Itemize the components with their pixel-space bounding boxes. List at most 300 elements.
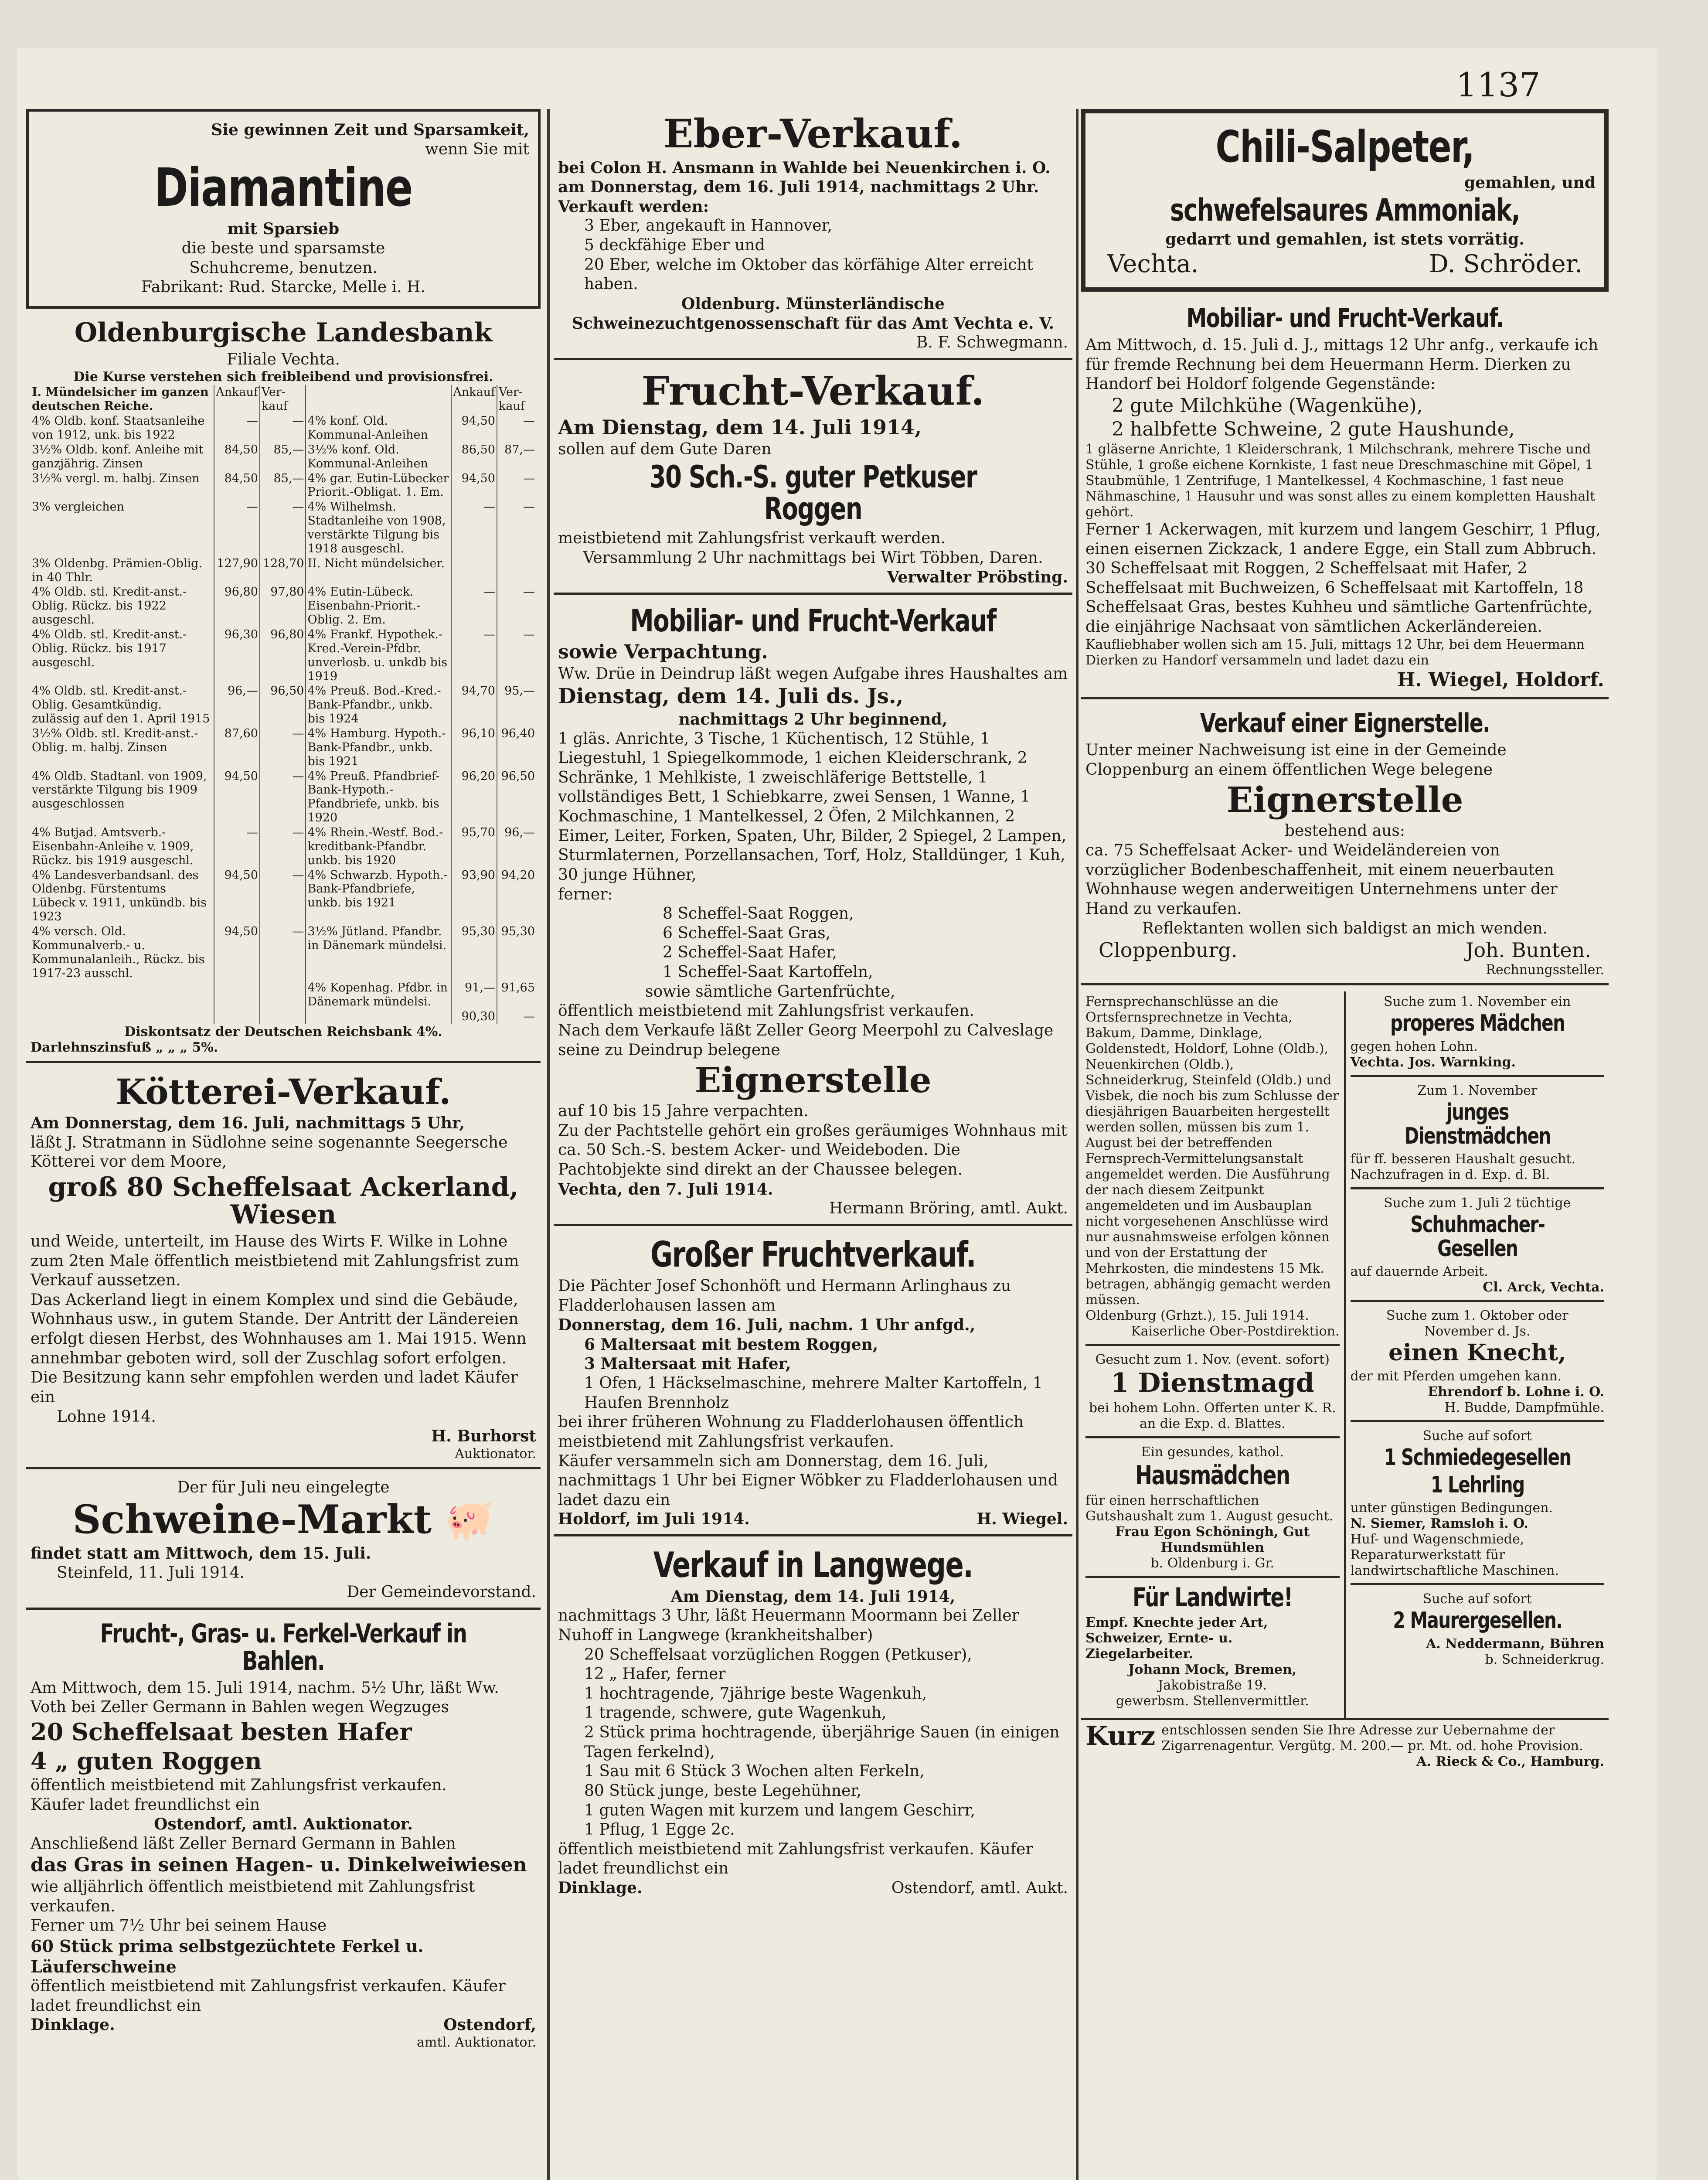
table-cell: — bbox=[497, 471, 536, 500]
ad-date: Am Dienstag, dem 14. Juli 1914, bbox=[670, 1587, 956, 1606]
ad-text: Suche zum 1. Juli 2 tüchtige bbox=[1384, 1196, 1571, 1211]
table-cell: 4% Wilhelmsh. Stadtanleihe von 1908, verstärkte Tilgung bis 1918 ausgeschl. bbox=[306, 500, 451, 556]
table-cell: — bbox=[260, 769, 306, 825]
table-row bbox=[31, 443, 536, 471]
ad-text: 1 gläs. Anrichte, 3 Tische, 1 Küchentisch, 12 Stühle, 1 Liegestuhl, 1 Spiegelkommode, 1 eichen Kleiderschrank, 2 Schränke, 1 Mehlkiste, 1 zweischläferige Bettstelle, 1 vollständiges Bett, 1 Schiebkarre, zwei Sensen, 1 Wanne, 1 Kochmaschine, 1 Mantelkessel, 2 Öfen, 2 Milchkannen, 2 Eimer, Leiter, Forken, Spaten, Uhr, Bilder, 2 Spiegel, 2 Lampen, Sturmlaternen, Porzellansachen, Torf, Holz, Stalldünger, 1 Kuh, 30 junge Hühner, bbox=[558, 729, 1067, 884]
ad-chili-salpeter bbox=[1081, 109, 1609, 292]
table-cell bbox=[451, 556, 497, 585]
ad-text: Gesucht zum 1. Nov. (event. sofort) bbox=[1095, 1352, 1330, 1368]
table-cell: 96,30 bbox=[214, 627, 260, 684]
ad-title: Chili-Salpeter, bbox=[1215, 121, 1474, 172]
ad-highlight: Eignerstelle bbox=[694, 1059, 932, 1101]
ad-subtitle: gedarrt und gemahlen, ist stets vorrätig. bbox=[1165, 230, 1524, 249]
ad-title: Diamantine bbox=[154, 158, 412, 219]
ad-text: Ww. Drüe in Deindrup läßt wegen Aufgabe ihres Haushaltes am bbox=[558, 664, 1068, 683]
ad-langwege bbox=[554, 1543, 1072, 1903]
table-cell: 94,50 bbox=[451, 471, 497, 500]
ad-title: Eber-Verkauf. bbox=[663, 111, 963, 157]
ad-place: Dinklage. bbox=[31, 2016, 115, 2034]
ad-item: 2 gute Milchkühe (Wagenkühe), bbox=[1112, 394, 1423, 417]
ad-text: auf 10 bis 15 Jahre verpachten. bbox=[558, 1102, 809, 1121]
table-row bbox=[31, 556, 536, 585]
ad-text: Reflektanten wollen sich baldigst an mich wenden. bbox=[1142, 919, 1548, 937]
ad-item: 2 Stück prima hochtragende, überjährige Sauen (in einigen Tagen ferkelnd), bbox=[584, 1724, 1060, 1761]
ad-highlight: Schuhmacher-Gesellen bbox=[1410, 1212, 1545, 1262]
ad-title: Verkauf einer Eignerstelle. bbox=[1200, 708, 1490, 739]
ad-text: entschlossen senden Sie Ihre Adresse zur Uebernahme der Zigarrenagentur. Vergütg. M. 200.— pr. Mt. od. hohe Provision. bbox=[1161, 1723, 1583, 1754]
ad-signature: Vechta. Jos. Warnking. bbox=[1350, 1054, 1516, 1070]
table-cell bbox=[214, 981, 260, 1009]
table-row bbox=[31, 868, 536, 924]
table-cell: 91,65 bbox=[497, 981, 536, 1009]
ad-highlight: junges Dienstmädchen bbox=[1404, 1099, 1551, 1149]
ad-item: 80 Stück junge, beste Legehühner, bbox=[584, 1781, 862, 1800]
ad-role: amtl. Auktionator. bbox=[417, 2034, 536, 2050]
ad-highlight: 1 Schmiedegesellen bbox=[1384, 1444, 1571, 1471]
ad-text: öffentlich meistbietend mit Zahlungsfrist verkaufen. Käufer ladet freundlichst ein bbox=[558, 1840, 1033, 1878]
ad-text: Kaufliebhaber wollen sich am 15. Juli, mittags 12 Uhr, bei dem Heuermann Dierken zu Handorf versammeln und ladet dazu ein bbox=[1085, 637, 1585, 668]
ad-text: öffentlich meistbietend mit Zahlungsfrist verkaufen. bbox=[31, 1776, 447, 1794]
ad-highlight: groß 80 Scheffelsaat Ackerland, Wiesen bbox=[48, 1172, 519, 1230]
ad-highlight: 2 Maurergesellen. bbox=[1392, 1608, 1562, 1634]
ad-highlight: 30 Sch.-S. guter Petkuser Roggen bbox=[649, 459, 977, 527]
column-rule bbox=[1076, 109, 1079, 2180]
ad-signature: H. Budde, Dampfmühle. bbox=[1444, 1400, 1604, 1415]
ad-time: nachmittags 2 Uhr beginnend, bbox=[678, 710, 948, 729]
column-a bbox=[26, 109, 541, 2180]
ad-signature: Cl. Arck, Vechta. bbox=[1483, 1280, 1604, 1295]
ad-text: Am Mittwoch, d. 15. Juli d. J., mittags 12 Uhr anfg., verkaufe ich für fremde Rechnung bei dem Heuermann Herm. Dierken zu Handorf bei Holdorf folgende Gegenstände: bbox=[1085, 336, 1599, 393]
ad-highlight: Für Landwirte! bbox=[1132, 1582, 1293, 1613]
table-cell: 94,50 bbox=[451, 414, 497, 443]
ad-frucht bbox=[554, 366, 1072, 595]
table-cell: 127,90 bbox=[214, 556, 260, 585]
ad-address: Jakobistraße 19. bbox=[1158, 1678, 1267, 1693]
ad-signature: D. Schröder. bbox=[1429, 249, 1582, 278]
table-cell bbox=[31, 1009, 214, 1024]
ad-text: Zu der Pachtstelle gehört ein großes geräumiges Wohnhaus mit ca. 50 Sch.-S. bestem Acker- und Weideboden. Die Pachtobjekte sind direkt an der Chaussee belegen. bbox=[558, 1121, 1068, 1179]
ad-text: ferner: bbox=[558, 885, 613, 903]
table-cell: 3½% Oldb. konf. Anleihe mit ganzjährig. Zinsen bbox=[32, 443, 204, 470]
ad-place: Holdorf, im Juli 1914. bbox=[558, 1510, 750, 1529]
ad-item: 6 Scheffel-Saat Gras, bbox=[663, 924, 831, 942]
table-cell: 4% Preuß. Pfandbrief-Bank-Hypoth.-Pfandbriefe, unkb. bis 1920 bbox=[306, 769, 451, 825]
table-cell: 3½% konf. Old. Kommunal-Anleihen bbox=[306, 443, 451, 471]
ad-item: sowie sämtliche Gartenfrüchte, bbox=[645, 982, 895, 1001]
table-cell: — bbox=[451, 585, 497, 627]
table-cell: 4% Kopenhag. Pfdbr. in Dänemark mündelsi. bbox=[306, 981, 451, 1009]
table-cell: 4% Preuß. Bod.-Kred.-Bank-Pfandbr., unkb. bis 1924 bbox=[306, 684, 451, 726]
ad-title: Frucht-Verkauf. bbox=[641, 368, 985, 414]
column-header: Ver-kauf bbox=[260, 385, 306, 414]
ad-date: Donnerstag, dem 16. Juli, nachm. 1 Uhr anfgd., bbox=[558, 1316, 976, 1335]
table-cell: 128,70 bbox=[260, 556, 306, 585]
ad-title: Frucht-, Gras- u. Ferkel-Verkauf in Bahlen. bbox=[100, 1618, 467, 1676]
column-header: Ankauf bbox=[451, 385, 497, 414]
ad-signature: Hermann Bröring, amtl. Aukt. bbox=[829, 1199, 1068, 1218]
table-cell: 87,60 bbox=[214, 726, 260, 769]
ad-item: 5 deckfähige Eber und bbox=[584, 236, 765, 254]
table-cell: — bbox=[214, 414, 260, 443]
ad-slogan: Sie gewinnen Zeit und Sparsamkeit, bbox=[211, 121, 529, 139]
ad-text: 1 gläserne Anrichte, 1 Kleiderschrank, 1 Milchschrank, mehrere Tische und Stühle, 1 große eichene Kornkiste, 1 fast neue Dreschmaschine mit Göpel, 1 Staubmühle, 1 Zentrifuge, 1 Mantelkessel, 4 Kochmaschine, 1 fast neue Nähmaschine, 1 Hausuhr und was sonst alles zu einem kompletten Haushalt gehört. bbox=[1085, 441, 1596, 520]
ad-body bbox=[1161, 1723, 1604, 1770]
ad-text: auf dauernde Arbeit. bbox=[1350, 1264, 1488, 1280]
ad-eber bbox=[554, 109, 1072, 360]
ad-text: Ferner 1 Ackerwagen, mit kurzem und langem Geschirr, 1 Pflug, einen eisernen Zickzack, 1 andere Egge, ein Stall zum Abbruch. 30 Scheffelsaat mit Roggen, 2 Scheffelsaat mit Hafer, 2 Scheffelsaat mit Buchweizen, 6 Scheffelsaat mit Kartoffeln, 18 Scheffelsaat Gras, bestes Kuhheu und sämtliche Gartenfrüchte, die einjährige Nachsaat von sämtlichen Ackerländereien. bbox=[1085, 520, 1601, 636]
ad-item: 1 tragende, schwere, gute Wagenkuh, bbox=[584, 1704, 887, 1722]
ad-footer bbox=[31, 2016, 536, 2034]
ad-item: 3 Maltersaat mit Hafer, bbox=[584, 1355, 791, 1373]
ad-text: Der für Juli neu eingelegte bbox=[177, 1478, 390, 1496]
table-cell: — bbox=[260, 500, 306, 556]
ad-text: Käufer ladet freundlichst ein bbox=[31, 1795, 260, 1814]
table-cell: 97,80 bbox=[260, 585, 306, 627]
ad-note: Die Kurse verstehen sich freibleibend und provisionsfrei. bbox=[73, 369, 493, 385]
ad-signature: Ostendorf, amtl. Auktionator. bbox=[154, 1815, 413, 1834]
table-row bbox=[31, 1009, 536, 1024]
table-row bbox=[31, 981, 536, 1009]
ad-date: Am Dienstag, dem 14. Juli 1914, bbox=[558, 416, 922, 439]
ad-highlight: properes Mädchen bbox=[1390, 1010, 1565, 1037]
ad-text: nachmittags 3 Uhr, läßt Heuermann Moormann bei Zeller Nuhoff in Langwege (krankheitshalber) bbox=[558, 1607, 1019, 1644]
table-cell: 87,— bbox=[497, 443, 536, 471]
table-row bbox=[31, 585, 536, 627]
table-cell: 4% Oldb. stl. Kredit-anst.-Oblig. Rückz. bis 1917 ausgeschl. bbox=[32, 627, 187, 669]
ad-signature: A. Rieck & Co., Hamburg. bbox=[1416, 1754, 1604, 1770]
ad-item: 20 Scheffelsaat vorzüglichen Roggen (Petkuser), bbox=[584, 1645, 972, 1664]
ad-footer bbox=[558, 1510, 1068, 1529]
table-cell: 84,50 bbox=[214, 471, 260, 500]
ad-text: bei hohem Lohn. Offerten unter K. R. an die Exp. d. Blattes. bbox=[1089, 1400, 1336, 1432]
ad-place: Steinfeld, 11. Juli 1914. bbox=[57, 1563, 245, 1582]
ad-text: Zum 1. November bbox=[1417, 1083, 1538, 1098]
ad-subtitle: bestehend aus: bbox=[1284, 822, 1405, 840]
column-header: Ver-kauf bbox=[497, 385, 536, 414]
ad-title: Mobiliar- und Frucht-Verkauf. bbox=[1186, 303, 1504, 334]
table-row bbox=[31, 924, 536, 981]
ad-text: Die Pächter Josef Schonhöft und Hermann Arlinghaus zu Fladderlohausen lassen am bbox=[558, 1277, 1011, 1315]
ad-highlight: Eignerstelle bbox=[1226, 779, 1463, 821]
ad-highlight: das Gras in seinen Hagen- u. Dinkelweiwiesen bbox=[31, 1854, 527, 1877]
ad-text: bei Colon H. Ansmann in Wahlde bei Neuenkirchen i. O. am Donnerstag, dem 16. Juli 1914, nachmittags 2 Uhr. Verkauft werden: bbox=[558, 158, 1051, 216]
ad-signature: H. Wiegel, Holdorf. bbox=[1397, 668, 1604, 691]
ad-highlight: Hausmädchen bbox=[1135, 1460, 1290, 1491]
ad-footer bbox=[1085, 938, 1604, 962]
ad-role: Auktionator. bbox=[455, 1446, 536, 1461]
table-cell: 4% Oldb. stl. Kredit-anst.-Oblig. Gesamtkündig. zulässig auf den 1. April 1915 bbox=[32, 684, 210, 726]
table-cell: 94,20 bbox=[497, 868, 536, 924]
table-cell: 94,50 bbox=[214, 868, 260, 924]
ad-text: findet statt am Mittwoch, dem 15. Juli. bbox=[31, 1544, 371, 1563]
ad-place: Oldenburg (Grhzt.), 15. Juli 1914. bbox=[1085, 1308, 1309, 1324]
table-row bbox=[31, 500, 536, 556]
table-cell: — bbox=[497, 627, 536, 684]
ad-knecht bbox=[1351, 1308, 1605, 1422]
table-cell: 3½% Oldb. stl. Kredit-anst.-Oblig. m. halbj. Zinsen bbox=[32, 727, 198, 754]
ad-text: öffentlich meistbietend mit Zahlungsfrist verkaufen. Käufer ladet freundlichst ein bbox=[31, 1977, 506, 2015]
ad-text: meistbietend mit Zahlungsfrist verkauft werden. bbox=[558, 529, 946, 547]
table-row bbox=[31, 825, 536, 868]
table-cell: — bbox=[260, 414, 306, 443]
ad-item: 6 Maltersaat mit bestem Roggen, bbox=[584, 1335, 878, 1354]
table-row bbox=[31, 769, 536, 825]
ad-item: 3 Eber, angekauft in Hannover, bbox=[584, 217, 833, 235]
ad-eignerstelle bbox=[1081, 705, 1609, 985]
table-cell: 4% Rhein.-Westf. Bod.-kreditbank-Pfandbr. unkb. bis 1920 bbox=[306, 825, 451, 868]
ad-text: läßt J. Stratmann in Südlohne seine sogenannte Seegersche Kötterei vor dem Moore, bbox=[31, 1133, 508, 1171]
ad-text: Anschließend läßt Zeller Bernard Germann in Bahlen bbox=[31, 1834, 456, 1853]
table-cell: 85,— bbox=[260, 471, 306, 500]
table-cell: — bbox=[497, 414, 536, 443]
ad-highlight: Kurz bbox=[1085, 1721, 1156, 1752]
ad-subtitle: gemahlen, und bbox=[1464, 174, 1596, 192]
ad-item: 1 Pflug, 1 Egge 2c. bbox=[584, 1821, 735, 1839]
table-cell: 4% Frankf. Hypothek.-Kred.-Verein-Pfdbr. unverlosb. u. unkdb bis 1919 bbox=[306, 627, 451, 684]
table-cell: 94,50 bbox=[214, 924, 260, 981]
table-cell: 85,— bbox=[260, 443, 306, 471]
table-cell: 4% versch. Old. Kommunalverb.- u. Kommunalanleih., Rückz. bis 1917-23 ausschl. bbox=[32, 925, 205, 980]
table-cell: — bbox=[260, 924, 306, 981]
ad-text: Ein gesundes, kathol. bbox=[1141, 1444, 1284, 1460]
ad-text: wie alljährlich öffentlich meistbietend mit Zahlungsfrist verkaufen. bbox=[31, 1878, 475, 1915]
table-cell: 3½% Jütland. Pfandbr. in Dänemark mündelsi. bbox=[306, 924, 451, 981]
ad-bahlen bbox=[26, 1616, 541, 2056]
ad-title: Kötterei-Verkauf. bbox=[116, 1071, 451, 1113]
table-cell: 4% Hamburg. Hypoth.-Bank-Pfandbr., unkb. bis 1921 bbox=[306, 726, 451, 769]
ad-item: 1 hochtragende, 7jährige beste Wagenkuh, bbox=[584, 1684, 927, 1703]
ad-title: Mobiliar- und Frucht-Verkauf bbox=[630, 603, 996, 639]
ad-text: ca. 75 Scheffelsaat Acker- und Weideländereien von vorzüglicher Bodenbeschaffenheit, mit einem neuerbauten Wohnhause wegen anderweitigen Unternehmens unter der Hand zu verkaufen. bbox=[1085, 841, 1558, 918]
ad-signature: N. Siemer, Ramsloh i. O. bbox=[1350, 1516, 1528, 1532]
ad-title: Großer Fruchtverkauf. bbox=[650, 1234, 976, 1275]
table-cell bbox=[497, 556, 536, 585]
ad-text: Ferner um 7½ Uhr bei seinem Hause bbox=[31, 1917, 327, 1935]
table-cell: 96,50 bbox=[497, 769, 536, 825]
ad-text: bei ihrer früheren Wohnung zu Fladderlohausen öffentlich meistbietend mit Zahlungsfrist verkaufen. bbox=[558, 1413, 1024, 1451]
table-cell: 95,30 bbox=[497, 924, 536, 981]
ad-subtitle: sowie Verpachtung. bbox=[558, 641, 768, 664]
table-cell: — bbox=[497, 585, 536, 627]
ad-text: Das Ackerland liegt in einem Komplex und sind die Gebäude, Wohnhaus usw., in gutem Stande. Der Antritt der Ländereien erfolgt diesen Herbst, des Wohnhauses am 1. Mai 1915. Wenn annehmbar geboten wird, soll der Zuschlag sofort erfolgen. Die Besitzung kann sehr empfohlen werden und ladet Käufer ein bbox=[31, 1291, 527, 1406]
ad-place: b. Oldenburg i. Gr. bbox=[1150, 1556, 1275, 1571]
table-cell: 4% Schwarzb. Hypoth.-Bank-Pfandbriefe, unkb. bis 1921 bbox=[306, 868, 451, 924]
page-number: 1137 bbox=[1456, 65, 1541, 104]
table-cell: 4% Butjad. Amtsverb.-Eisenbahn-Anleihe v. 1909, Rückz. bis 1919 ausgeschl. bbox=[32, 826, 194, 867]
table-cell: 96,50 bbox=[260, 684, 306, 726]
ad-text: Nach dem Verkaufe läßt Zeller Georg Meerpohl zu Calveslage seine zu Deindrup belegene bbox=[558, 1021, 1054, 1059]
ad-dienstmagd bbox=[1085, 1352, 1340, 1438]
table-cell: 95,— bbox=[497, 684, 536, 726]
ad-text: Huf- und Wagenschmiede, Reparaturwerkstatt für landwirtschaftliche Maschinen. bbox=[1350, 1532, 1559, 1579]
ad-item: 1 Sau mit 6 Stück 3 Wochen alten Ferkeln, bbox=[584, 1762, 925, 1781]
ad-text: Am Mittwoch, dem 15. Juli 1914, nachm. 5½ Uhr, läßt Ww. Voth bei Zeller Germann in Bahlen wegen Wegzuges bbox=[31, 1679, 499, 1717]
ad-highlight: 60 Stück prima selbstgezüchtete Ferkel u. Läuferschweine bbox=[31, 1936, 424, 1976]
ad-dienstmaedchen bbox=[1351, 1083, 1605, 1189]
table-cell: 4% gar. Eutin-Lübecker Priorit.-Obligat. 1. Em. bbox=[306, 471, 451, 500]
ad-schmiedegesellen bbox=[1351, 1428, 1605, 1585]
ad-diamantine bbox=[26, 109, 541, 309]
table-cell: 4% Eutin-Lübeck. Eisenbahn-Priorit.-Oblig. 2. Em. bbox=[306, 585, 451, 627]
small-ads-right bbox=[1344, 991, 1609, 1718]
ad-subtitle: mit Sparsieb bbox=[227, 220, 340, 238]
ad-item: 1 Ofen, 1 Häckselmaschine, mehrere Malter Kartoffeln, 1 Haufen Brennholz bbox=[584, 1374, 1043, 1412]
table-cell: 4% Landesverbandsanl. des Oldenbg. Fürstentums Lübeck v. 1911, unkündb. bis 1923 bbox=[32, 868, 207, 924]
ad-text: Unter meiner Nachweisung ist eine in der Gemeinde Cloppenburg an einem öffentlichen Wege belegene bbox=[1085, 741, 1507, 779]
table-cell: 96,— bbox=[497, 825, 536, 868]
table-cell: 96,10 bbox=[451, 726, 497, 769]
ad-text: Versammlung 2 Uhr nachmittags bei Wirt Többen, Daren. bbox=[583, 548, 1043, 567]
table-cell: — bbox=[260, 825, 306, 868]
table-cell: 96,80 bbox=[260, 627, 306, 684]
ad-date: Dienstag, dem 14. Juli ds. Js., bbox=[558, 684, 904, 709]
ad-signature: Johann Mock, Bremen, bbox=[1128, 1662, 1297, 1678]
ad-item: 1 guten Wagen mit kurzem und langem Geschirr, bbox=[584, 1801, 976, 1819]
ad-text: für ff. besseren Haushalt gesucht. Nachzufragen in d. Exp. d. Bl. bbox=[1350, 1151, 1576, 1183]
ad-text: Schuhcreme, benutzen. bbox=[189, 259, 378, 277]
ad-signature: Verwalter Pröbsting. bbox=[887, 568, 1068, 587]
table-cell bbox=[260, 981, 306, 1009]
ad-text: die beste und sparsamste bbox=[181, 239, 385, 257]
ad-text: und Weide, unterteilt, im Hause des Wirts F. Wilke in Lohne zum 2ten Male öffentlich meistbietend mit Zahlungsfrist zum Verkauf aussetzen. bbox=[31, 1232, 519, 1290]
ad-signature: Kaiserliche Ober-Postdirektion. bbox=[1131, 1324, 1340, 1339]
ad-item: 4 „ guten Roggen bbox=[31, 1747, 262, 1775]
ad-footer bbox=[558, 1879, 1068, 1897]
table-cell: 3% Oldenbg. Prämien-Oblig. in 40 Thlr. bbox=[32, 556, 203, 584]
ad-signature: H. Burhorst bbox=[431, 1427, 536, 1446]
ad-item: 1 Scheffel-Saat Kartoffeln, bbox=[663, 963, 873, 981]
ad-item: 12 „ Hafer, ferner bbox=[584, 1665, 726, 1683]
table-cell: — bbox=[451, 627, 497, 684]
ad-text: Käufer versammeln sich am Donnerstag, dem 16. Juli, nachmittags 1 Uhr bei Eigner Wöbker zu Fladderlohausen und ladet dazu ein bbox=[558, 1452, 1058, 1509]
ad-highlight: einen Knecht, bbox=[1388, 1339, 1566, 1366]
ad-text: Suche zum 1. November ein bbox=[1383, 994, 1571, 1010]
ad-text: Suche auf sofort bbox=[1422, 1591, 1532, 1607]
ad-maurergesellen bbox=[1351, 1591, 1605, 1668]
column-header: Ankauf bbox=[214, 385, 260, 414]
ad-kurz bbox=[1081, 1720, 1609, 1775]
ad-schuhmacher bbox=[1351, 1196, 1605, 1302]
table-cell: 96,40 bbox=[497, 726, 536, 769]
ad-schweinemarkt bbox=[26, 1475, 541, 1610]
table-cell: 84,50 bbox=[214, 443, 260, 471]
table-cell: 3½% vergl. m. halbj. Zinsen bbox=[32, 471, 200, 485]
ad-signature: Ostendorf, amtl. Aukt. bbox=[891, 1879, 1068, 1897]
ad-grosser-fruchtverkauf bbox=[554, 1232, 1072, 1536]
column-header: I. Mündelsicher im ganzen deutschen Reiche. bbox=[32, 385, 209, 413]
table-cell: — bbox=[497, 500, 536, 556]
column-header bbox=[306, 385, 451, 414]
table-cell bbox=[214, 1009, 260, 1024]
ad-signature: Der Gemeindevorstand. bbox=[347, 1583, 536, 1601]
table-cell: — bbox=[497, 1009, 536, 1024]
table-cell: 4% Oldb. Stadtanl. von 1909, verstärkte Tilgung bis 1909 ausgeschlossen bbox=[32, 769, 207, 811]
rates-table bbox=[31, 385, 536, 1024]
ad-item: 20 Scheffelsaat besten Hafer bbox=[31, 1718, 412, 1746]
ad-hausmaedchen bbox=[1085, 1444, 1340, 1578]
ad-landesbank bbox=[26, 315, 541, 1063]
ad-text: der mit Pferden umgehen kann. bbox=[1350, 1368, 1562, 1384]
ad-place: Lohne 1914. bbox=[57, 1407, 156, 1426]
table-cell: 94,70 bbox=[451, 684, 497, 726]
ad-signature: A. Neddermann, Bühren bbox=[1426, 1636, 1604, 1652]
table-cell: — bbox=[260, 726, 306, 769]
ad-fuer-landwirte bbox=[1085, 1584, 1340, 1709]
ad-signature: Frau Egon Schöningh, Gut Hundsmühlen bbox=[1115, 1524, 1310, 1556]
ad-item: 20 Eber, welche im Oktober das körfähige Alter erreicht haben. bbox=[584, 255, 1034, 293]
ad-item: 8 Scheffel-Saat Roggen, bbox=[663, 905, 854, 923]
small-ads-grid bbox=[1081, 991, 1609, 1720]
table-cell: 96,80 bbox=[214, 585, 260, 627]
column-c bbox=[1081, 109, 1609, 2180]
ad-text: für einen herrschaftlichen Gutshaushalt zum 1. August gesucht. bbox=[1085, 1493, 1334, 1524]
table-row bbox=[31, 684, 536, 726]
ad-title-text: Schweine-Markt bbox=[72, 1496, 432, 1543]
table-cell: 96,— bbox=[214, 684, 260, 726]
table-cell: II. Nicht mündelsicher. bbox=[306, 556, 451, 585]
table-cell: 86,50 bbox=[451, 443, 497, 471]
ad-mobiliar bbox=[554, 601, 1072, 1226]
ad-koetterei bbox=[26, 1069, 541, 1469]
column-rule bbox=[547, 109, 550, 2180]
table-cell bbox=[306, 1009, 451, 1024]
ad-footnote: Darlehnszinsfuß „ „ „ 5%. bbox=[31, 1040, 218, 1056]
table-cell bbox=[260, 1009, 306, 1024]
ad-signature: Ehrendorf b. Lohne i. O. bbox=[1428, 1384, 1604, 1400]
ad-place: Vechta. bbox=[1107, 249, 1199, 278]
table-cell: 4% Oldb. konf. Staatsanleihe von 1912, unk. bis 1922 bbox=[32, 414, 205, 442]
ad-place: Dinklage. bbox=[558, 1879, 643, 1897]
table-row bbox=[31, 627, 536, 684]
ad-text: sollen auf dem Gute Daren bbox=[558, 440, 772, 459]
ad-signature: b. Schneiderkrug. bbox=[1485, 1652, 1604, 1667]
table-cell: 94,50 bbox=[214, 769, 260, 825]
ad-highlight: 1 Lehrling bbox=[1430, 1472, 1524, 1498]
ad-text: gegen hohen Lohn. bbox=[1350, 1039, 1478, 1054]
ad-text: Fernsprechanschlüsse an die Ortsfernsprechnetze in Vechta, Bakum, Damme, Dinklage, Goldenstedt, Holdorf, Lohne (Oldb.), Neuenkirchen (Oldb.), Schneiderkrug, Steinfeld (Oldb.) und Visbek, die noch bis zum Schlusse der diesjährigen Bauarbeiten hergestellt werden sollen, müssen bis zum 1. August bei der betreffenden Fernsprech-Vermittelungsanstalt angemeldet werden. Die Ausführung der nach diesem Zeitpunkt angemeldeten und im Ausbauplan nicht vorgesehenen Anschlüsse wird nur ausnahmsweise erfolgen können und von der Erstattung der Mehrkosten, die mindestens 15 Mk. betragen, abhängig gemacht werden müssen. bbox=[1085, 994, 1339, 1308]
ad-properes-maedchen bbox=[1351, 994, 1605, 1077]
ad-text: Am Donnerstag, dem 16. Juli, nachmittags 5 Uhr, bbox=[31, 1114, 465, 1133]
table-cell: — bbox=[451, 500, 497, 556]
table-cell: 3% vergleichen bbox=[32, 500, 124, 514]
ad-holdorf bbox=[1081, 300, 1609, 699]
table-cell: — bbox=[214, 500, 260, 556]
table-cell: 4% konf. Old. Kommunal-Anleihen bbox=[306, 414, 451, 443]
table-row bbox=[31, 414, 536, 443]
ad-text: unter günstigen Bedingungen. bbox=[1350, 1500, 1553, 1516]
table-row bbox=[31, 471, 536, 500]
table-cell: 4% Oldb. stl. Kredit-anst.-Oblig. Rückz. bis 1922 ausgeschl. bbox=[32, 585, 187, 627]
ad-text: Oldenburg. Münsterländische Schweinezuchtgenossenschaft für das Amt Vechta e. V. bbox=[572, 294, 1055, 333]
ad-title: schwefelsaures Ammoniak, bbox=[1170, 192, 1520, 228]
table-header bbox=[31, 385, 536, 414]
ad-signature: H. Wiegel. bbox=[976, 1510, 1068, 1529]
ad-text: öffentlich meistbietend mit Zahlungsfrist verkaufen. bbox=[558, 1002, 974, 1020]
ad-footnote: Diskontsatz der Deutschen Reichsbank 4%. bbox=[124, 1024, 442, 1040]
ad-item: 2 Scheffel-Saat Hafer, bbox=[663, 944, 837, 962]
ad-title: Verkauf in Langwege. bbox=[653, 1544, 973, 1585]
table-cell: 91,— bbox=[451, 981, 497, 1009]
ad-text: Empf. Knechte jeder Art, Schweizer, Ernte- u. Ziegelarbeiter. bbox=[1085, 1615, 1268, 1662]
ad-item: 2 halbfette Schweine, 2 gute Haushunde, bbox=[1112, 418, 1515, 441]
table-cell: — bbox=[214, 825, 260, 868]
ad-highlight: 1 Dienstmagd bbox=[1110, 1368, 1314, 1399]
ad-text: Suche zum 1. Oktober oder November d. Js. bbox=[1386, 1308, 1569, 1339]
ad-title bbox=[31, 1496, 536, 1543]
ad-signature: B. F. Schwegmann. bbox=[916, 334, 1068, 352]
ad-maker: Fabrikant: Rud. Starcke, Melle i. H. bbox=[141, 278, 425, 296]
ad-place: Cloppenburg. bbox=[1099, 938, 1238, 962]
